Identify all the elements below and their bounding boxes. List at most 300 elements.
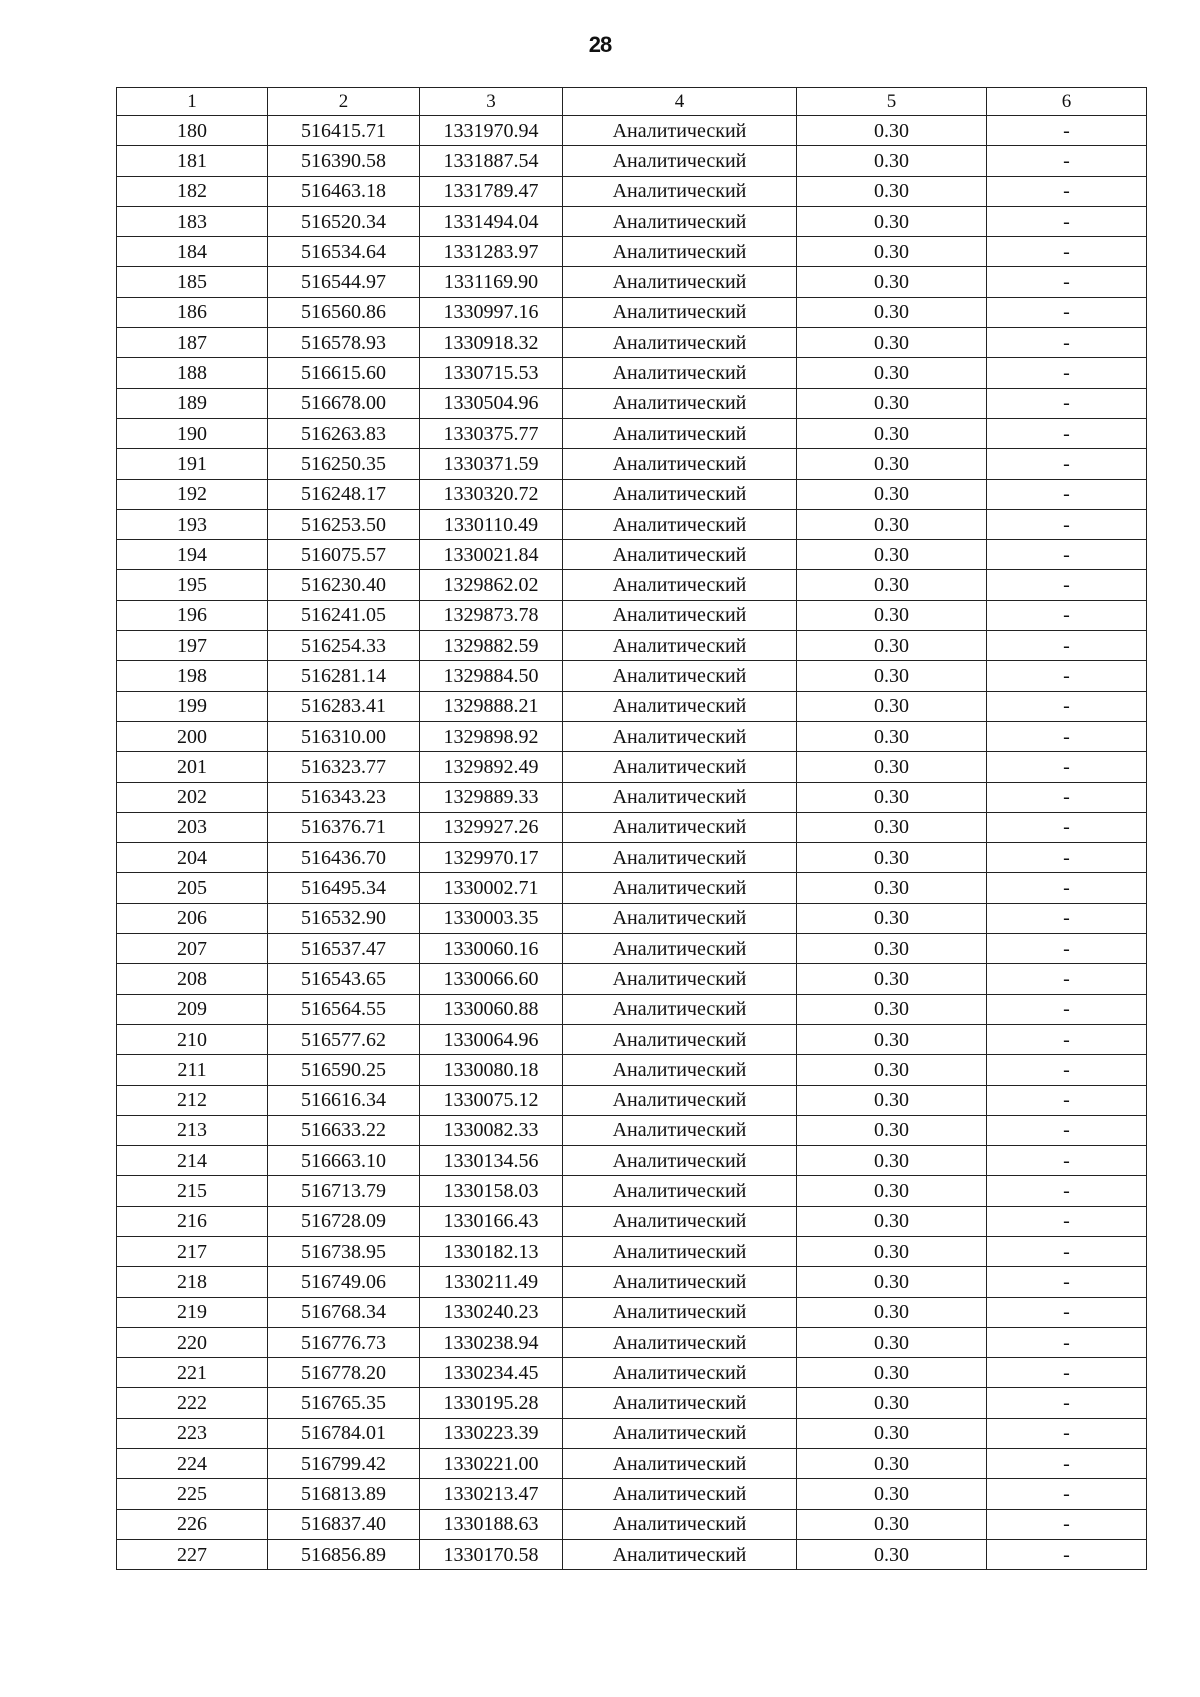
y-coordinate-cell: 1330238.94 <box>420 1327 563 1357</box>
accuracy-cell: 0.30 <box>797 721 987 751</box>
column-header: 5 <box>797 88 987 116</box>
note-cell: - <box>987 691 1147 721</box>
point-number-cell: 183 <box>117 206 268 236</box>
y-coordinate-cell: 1330166.43 <box>420 1206 563 1236</box>
table-row <box>117 994 1147 1024</box>
note-cell: - <box>987 1297 1147 1327</box>
note-cell: - <box>987 1327 1147 1357</box>
note-cell: - <box>987 1055 1147 1085</box>
point-number-cell: 203 <box>117 812 268 842</box>
accuracy-cell: 0.30 <box>797 934 987 964</box>
note-cell: - <box>987 146 1147 176</box>
point-number-cell: 185 <box>117 267 268 297</box>
x-coordinate-cell: 516577.62 <box>268 1024 420 1054</box>
table-row <box>117 1146 1147 1176</box>
accuracy-cell: 0.30 <box>797 873 987 903</box>
method-cell: Аналитический <box>563 964 797 994</box>
point-number-cell: 218 <box>117 1267 268 1297</box>
method-cell: Аналитический <box>563 812 797 842</box>
table-row <box>117 1418 1147 1448</box>
method-cell: Аналитический <box>563 116 797 146</box>
method-cell: Аналитический <box>563 1388 797 1418</box>
method-cell: Аналитический <box>563 509 797 539</box>
x-coordinate-cell: 516463.18 <box>268 176 420 206</box>
note-cell: - <box>987 116 1147 146</box>
y-coordinate-cell: 1330170.58 <box>420 1539 563 1569</box>
table-row <box>117 1297 1147 1327</box>
accuracy-cell: 0.30 <box>797 1297 987 1327</box>
accuracy-cell: 0.30 <box>797 418 987 448</box>
table-row <box>117 903 1147 933</box>
method-cell: Аналитический <box>563 1327 797 1357</box>
y-coordinate-cell: 1329927.26 <box>420 812 563 842</box>
x-coordinate-cell: 516663.10 <box>268 1146 420 1176</box>
table-row <box>117 267 1147 297</box>
note-cell: - <box>987 873 1147 903</box>
y-coordinate-cell: 1331494.04 <box>420 206 563 236</box>
column-header: 3 <box>420 88 563 116</box>
point-number-cell: 187 <box>117 328 268 358</box>
point-number-cell: 206 <box>117 903 268 933</box>
point-number-cell: 188 <box>117 358 268 388</box>
point-number-cell: 224 <box>117 1449 268 1479</box>
note-cell: - <box>987 509 1147 539</box>
point-number-cell: 194 <box>117 540 268 570</box>
note-cell: - <box>987 631 1147 661</box>
table-row <box>117 873 1147 903</box>
note-cell: - <box>987 176 1147 206</box>
x-coordinate-cell: 516534.64 <box>268 237 420 267</box>
x-coordinate-cell: 516544.97 <box>268 267 420 297</box>
accuracy-cell: 0.30 <box>797 328 987 358</box>
method-cell: Аналитический <box>563 1297 797 1327</box>
point-number-cell: 193 <box>117 509 268 539</box>
method-cell: Аналитический <box>563 994 797 1024</box>
method-cell: Аналитический <box>563 146 797 176</box>
note-cell: - <box>987 1115 1147 1145</box>
method-cell: Аналитический <box>563 691 797 721</box>
y-coordinate-cell: 1330918.32 <box>420 328 563 358</box>
y-coordinate-cell: 1330080.18 <box>420 1055 563 1085</box>
method-cell: Аналитический <box>563 1085 797 1115</box>
method-cell: Аналитический <box>563 631 797 661</box>
x-coordinate-cell: 516784.01 <box>268 1418 420 1448</box>
note-cell: - <box>987 540 1147 570</box>
point-number-cell: 191 <box>117 449 268 479</box>
y-coordinate-cell: 1330021.84 <box>420 540 563 570</box>
x-coordinate-cell: 516532.90 <box>268 903 420 933</box>
y-coordinate-cell: 1330064.96 <box>420 1024 563 1054</box>
y-coordinate-cell: 1329970.17 <box>420 843 563 873</box>
x-coordinate-cell: 516250.35 <box>268 449 420 479</box>
table-row <box>117 146 1147 176</box>
accuracy-cell: 0.30 <box>797 1055 987 1085</box>
point-number-cell: 222 <box>117 1388 268 1418</box>
point-number-cell: 198 <box>117 661 268 691</box>
method-cell: Аналитический <box>563 600 797 630</box>
point-number-cell: 195 <box>117 570 268 600</box>
note-cell: - <box>987 1358 1147 1388</box>
table-row <box>117 1388 1147 1418</box>
accuracy-cell: 0.30 <box>797 449 987 479</box>
table-row <box>117 206 1147 236</box>
y-coordinate-cell: 1329862.02 <box>420 570 563 600</box>
y-coordinate-cell: 1330223.39 <box>420 1418 563 1448</box>
y-coordinate-cell: 1331169.90 <box>420 267 563 297</box>
point-number-cell: 189 <box>117 388 268 418</box>
x-coordinate-cell: 516776.73 <box>268 1327 420 1357</box>
table-row <box>117 479 1147 509</box>
note-cell: - <box>987 721 1147 751</box>
y-coordinate-cell: 1329882.59 <box>420 631 563 661</box>
accuracy-cell: 0.30 <box>797 176 987 206</box>
accuracy-cell: 0.30 <box>797 1024 987 1054</box>
point-number-cell: 219 <box>117 1297 268 1327</box>
x-coordinate-cell: 516799.42 <box>268 1449 420 1479</box>
table-row <box>117 1449 1147 1479</box>
table-row <box>117 1206 1147 1236</box>
x-coordinate-cell: 516323.77 <box>268 752 420 782</box>
x-coordinate-cell: 516564.55 <box>268 994 420 1024</box>
x-coordinate-cell: 516376.71 <box>268 812 420 842</box>
x-coordinate-cell: 516578.93 <box>268 328 420 358</box>
method-cell: Аналитический <box>563 358 797 388</box>
method-cell: Аналитический <box>563 1539 797 1569</box>
method-cell: Аналитический <box>563 1236 797 1266</box>
note-cell: - <box>987 388 1147 418</box>
method-cell: Аналитический <box>563 1024 797 1054</box>
note-cell: - <box>987 1236 1147 1266</box>
point-number-cell: 212 <box>117 1085 268 1115</box>
accuracy-cell: 0.30 <box>797 388 987 418</box>
y-coordinate-cell: 1330997.16 <box>420 297 563 327</box>
accuracy-cell: 0.30 <box>797 903 987 933</box>
y-coordinate-cell: 1330060.88 <box>420 994 563 1024</box>
method-cell: Аналитический <box>563 1146 797 1176</box>
table-row <box>117 752 1147 782</box>
accuracy-cell: 0.30 <box>797 1449 987 1479</box>
y-coordinate-cell: 1330195.28 <box>420 1388 563 1418</box>
point-number-cell: 221 <box>117 1358 268 1388</box>
accuracy-cell: 0.30 <box>797 994 987 1024</box>
method-cell: Аналитический <box>563 1206 797 1236</box>
note-cell: - <box>987 1267 1147 1297</box>
table-row <box>117 1085 1147 1115</box>
note-cell: - <box>987 1206 1147 1236</box>
x-coordinate-cell: 516728.09 <box>268 1206 420 1236</box>
accuracy-cell: 0.30 <box>797 1267 987 1297</box>
note-cell: - <box>987 237 1147 267</box>
y-coordinate-cell: 1331283.97 <box>420 237 563 267</box>
note-cell: - <box>987 1449 1147 1479</box>
note-cell: - <box>987 1418 1147 1448</box>
note-cell: - <box>987 297 1147 327</box>
method-cell: Аналитический <box>563 1509 797 1539</box>
table-row <box>117 812 1147 842</box>
x-coordinate-cell: 516415.71 <box>268 116 420 146</box>
note-cell: - <box>987 1388 1147 1418</box>
table-row <box>117 1539 1147 1569</box>
method-cell: Аналитический <box>563 1176 797 1206</box>
x-coordinate-cell: 516390.58 <box>268 146 420 176</box>
method-cell: Аналитический <box>563 388 797 418</box>
accuracy-cell: 0.30 <box>797 782 987 812</box>
accuracy-cell: 0.30 <box>797 1539 987 1569</box>
accuracy-cell: 0.30 <box>797 1418 987 1448</box>
note-cell: - <box>987 1085 1147 1115</box>
point-number-cell: 186 <box>117 297 268 327</box>
column-header: 4 <box>563 88 797 116</box>
table-row <box>117 328 1147 358</box>
y-coordinate-cell: 1330002.71 <box>420 873 563 903</box>
x-coordinate-cell: 516590.25 <box>268 1055 420 1085</box>
method-cell: Аналитический <box>563 328 797 358</box>
table-row <box>117 540 1147 570</box>
point-number-cell: 197 <box>117 631 268 661</box>
method-cell: Аналитический <box>563 1267 797 1297</box>
method-cell: Аналитический <box>563 418 797 448</box>
accuracy-cell: 0.30 <box>797 237 987 267</box>
table-row <box>117 1509 1147 1539</box>
note-cell: - <box>987 903 1147 933</box>
point-number-cell: 180 <box>117 116 268 146</box>
accuracy-cell: 0.30 <box>797 691 987 721</box>
method-cell: Аналитический <box>563 570 797 600</box>
table-row <box>117 782 1147 812</box>
x-coordinate-cell: 516765.35 <box>268 1388 420 1418</box>
table-row <box>117 1115 1147 1145</box>
accuracy-cell: 0.30 <box>797 1509 987 1539</box>
x-coordinate-cell: 516281.14 <box>268 661 420 691</box>
point-number-cell: 226 <box>117 1509 268 1539</box>
x-coordinate-cell: 516495.34 <box>268 873 420 903</box>
table-row <box>117 600 1147 630</box>
y-coordinate-cell: 1330211.49 <box>420 1267 563 1297</box>
table-row <box>117 1267 1147 1297</box>
x-coordinate-cell: 516678.00 <box>268 388 420 418</box>
accuracy-cell: 0.30 <box>797 1388 987 1418</box>
y-coordinate-cell: 1330715.53 <box>420 358 563 388</box>
accuracy-cell: 0.30 <box>797 116 987 146</box>
note-cell: - <box>987 479 1147 509</box>
note-cell: - <box>987 934 1147 964</box>
note-cell: - <box>987 358 1147 388</box>
accuracy-cell: 0.30 <box>797 631 987 661</box>
note-cell: - <box>987 782 1147 812</box>
accuracy-cell: 0.30 <box>797 964 987 994</box>
point-number-cell: 199 <box>117 691 268 721</box>
point-number-cell: 214 <box>117 1146 268 1176</box>
note-cell: - <box>987 1479 1147 1509</box>
table-row <box>117 934 1147 964</box>
accuracy-cell: 0.30 <box>797 479 987 509</box>
note-cell: - <box>987 1146 1147 1176</box>
table-row <box>117 721 1147 751</box>
point-number-cell: 211 <box>117 1055 268 1085</box>
table-row <box>117 631 1147 661</box>
point-number-cell: 207 <box>117 934 268 964</box>
point-number-cell: 196 <box>117 600 268 630</box>
note-cell: - <box>987 600 1147 630</box>
y-coordinate-cell: 1329892.49 <box>420 752 563 782</box>
x-coordinate-cell: 516254.33 <box>268 631 420 661</box>
y-coordinate-cell: 1329888.21 <box>420 691 563 721</box>
x-coordinate-cell: 516738.95 <box>268 1236 420 1266</box>
method-cell: Аналитический <box>563 1055 797 1085</box>
method-cell: Аналитический <box>563 176 797 206</box>
y-coordinate-cell: 1331887.54 <box>420 146 563 176</box>
method-cell: Аналитический <box>563 449 797 479</box>
table-row <box>117 449 1147 479</box>
point-number-cell: 184 <box>117 237 268 267</box>
x-coordinate-cell: 516343.23 <box>268 782 420 812</box>
x-coordinate-cell: 516253.50 <box>268 509 420 539</box>
accuracy-cell: 0.30 <box>797 843 987 873</box>
method-cell: Аналитический <box>563 782 797 812</box>
x-coordinate-cell: 516713.79 <box>268 1176 420 1206</box>
table-row <box>117 843 1147 873</box>
note-cell: - <box>987 328 1147 358</box>
x-coordinate-cell: 516310.00 <box>268 721 420 751</box>
method-cell: Аналитический <box>563 206 797 236</box>
method-cell: Аналитический <box>563 903 797 933</box>
y-coordinate-cell: 1331789.47 <box>420 176 563 206</box>
accuracy-cell: 0.30 <box>797 752 987 782</box>
point-number-cell: 209 <box>117 994 268 1024</box>
table-row <box>117 1479 1147 1509</box>
method-cell: Аналитический <box>563 661 797 691</box>
method-cell: Аналитический <box>563 873 797 903</box>
y-coordinate-cell: 1330158.03 <box>420 1176 563 1206</box>
accuracy-cell: 0.30 <box>797 206 987 236</box>
point-number-cell: 216 <box>117 1206 268 1236</box>
page-number: 28 <box>588 32 612 57</box>
accuracy-cell: 0.30 <box>797 509 987 539</box>
note-cell: - <box>987 570 1147 600</box>
point-number-cell: 213 <box>117 1115 268 1145</box>
y-coordinate-cell: 1330234.45 <box>420 1358 563 1388</box>
y-coordinate-cell: 1330003.35 <box>420 903 563 933</box>
method-cell: Аналитический <box>563 1358 797 1388</box>
table-row <box>117 358 1147 388</box>
coordinates-table <box>116 87 1147 1570</box>
point-number-cell: 217 <box>117 1236 268 1266</box>
x-coordinate-cell: 516436.70 <box>268 843 420 873</box>
y-coordinate-cell: 1330320.72 <box>420 479 563 509</box>
point-number-cell: 210 <box>117 1024 268 1054</box>
x-coordinate-cell: 516768.34 <box>268 1297 420 1327</box>
table-row <box>117 1055 1147 1085</box>
y-coordinate-cell: 1329898.92 <box>420 721 563 751</box>
point-number-cell: 201 <box>117 752 268 782</box>
x-coordinate-cell: 516520.34 <box>268 206 420 236</box>
note-cell: - <box>987 449 1147 479</box>
y-coordinate-cell: 1329889.33 <box>420 782 563 812</box>
method-cell: Аналитический <box>563 540 797 570</box>
note-cell: - <box>987 812 1147 842</box>
y-coordinate-cell: 1330188.63 <box>420 1509 563 1539</box>
accuracy-cell: 0.30 <box>797 1479 987 1509</box>
table-row <box>117 1358 1147 1388</box>
y-coordinate-cell: 1330066.60 <box>420 964 563 994</box>
table-row <box>117 176 1147 206</box>
point-number-cell: 202 <box>117 782 268 812</box>
column-header: 1 <box>117 88 268 116</box>
x-coordinate-cell: 516813.89 <box>268 1479 420 1509</box>
point-number-cell: 220 <box>117 1327 268 1357</box>
method-cell: Аналитический <box>563 1115 797 1145</box>
table-row <box>117 964 1147 994</box>
note-cell: - <box>987 994 1147 1024</box>
table-row <box>117 237 1147 267</box>
note-cell: - <box>987 661 1147 691</box>
point-number-cell: 200 <box>117 721 268 751</box>
accuracy-cell: 0.30 <box>797 600 987 630</box>
method-cell: Аналитический <box>563 267 797 297</box>
note-cell: - <box>987 206 1147 236</box>
x-coordinate-cell: 516560.86 <box>268 297 420 327</box>
point-number-cell: 225 <box>117 1479 268 1509</box>
x-coordinate-cell: 516537.47 <box>268 934 420 964</box>
y-coordinate-cell: 1330082.33 <box>420 1115 563 1145</box>
note-cell: - <box>987 964 1147 994</box>
y-coordinate-cell: 1330221.00 <box>420 1449 563 1479</box>
point-number-cell: 181 <box>117 146 268 176</box>
table-row <box>117 388 1147 418</box>
table-row <box>117 418 1147 448</box>
accuracy-cell: 0.30 <box>797 146 987 176</box>
y-coordinate-cell: 1329873.78 <box>420 600 563 630</box>
table-row <box>117 1024 1147 1054</box>
table-row <box>117 1236 1147 1266</box>
accuracy-cell: 0.30 <box>797 1236 987 1266</box>
note-cell: - <box>987 267 1147 297</box>
accuracy-cell: 0.30 <box>797 661 987 691</box>
note-cell: - <box>987 1509 1147 1539</box>
method-cell: Аналитический <box>563 843 797 873</box>
note-cell: - <box>987 752 1147 782</box>
y-coordinate-cell: 1330110.49 <box>420 509 563 539</box>
table-row <box>117 691 1147 721</box>
table-row <box>117 570 1147 600</box>
x-coordinate-cell: 516283.41 <box>268 691 420 721</box>
y-coordinate-cell: 1330240.23 <box>420 1297 563 1327</box>
accuracy-cell: 0.30 <box>797 1085 987 1115</box>
x-coordinate-cell: 516616.34 <box>268 1085 420 1115</box>
note-cell: - <box>987 1176 1147 1206</box>
method-cell: Аналитический <box>563 721 797 751</box>
y-coordinate-cell: 1330060.16 <box>420 934 563 964</box>
x-coordinate-cell: 516543.65 <box>268 964 420 994</box>
point-number-cell: 223 <box>117 1418 268 1448</box>
y-coordinate-cell: 1329884.50 <box>420 661 563 691</box>
method-cell: Аналитический <box>563 934 797 964</box>
table-row <box>117 509 1147 539</box>
column-header: 6 <box>987 88 1147 116</box>
table-row <box>117 116 1147 146</box>
x-coordinate-cell: 516749.06 <box>268 1267 420 1297</box>
x-coordinate-cell: 516856.89 <box>268 1539 420 1569</box>
y-coordinate-cell: 1330134.56 <box>420 1146 563 1176</box>
accuracy-cell: 0.30 <box>797 297 987 327</box>
point-number-cell: 182 <box>117 176 268 206</box>
y-coordinate-cell: 1330213.47 <box>420 1479 563 1509</box>
note-cell: - <box>987 843 1147 873</box>
accuracy-cell: 0.30 <box>797 267 987 297</box>
accuracy-cell: 0.30 <box>797 1206 987 1236</box>
table-row <box>117 297 1147 327</box>
method-cell: Аналитический <box>563 1479 797 1509</box>
